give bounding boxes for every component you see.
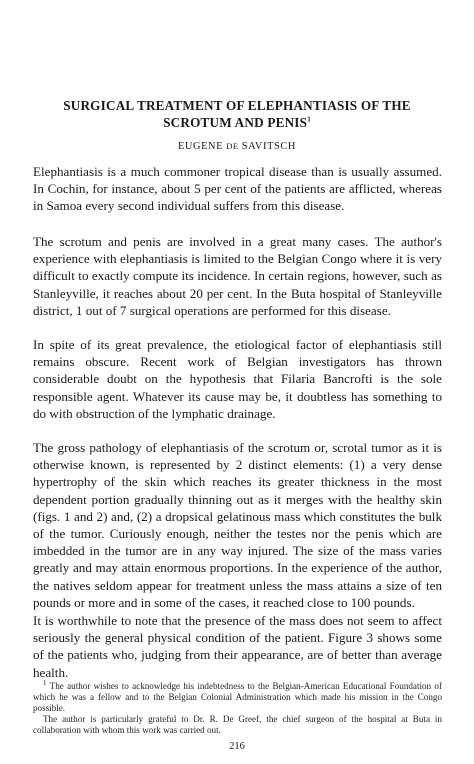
footnote-1-marker: 1 [43,678,47,687]
title-text-1: SURGICAL TREATMENT OF ELEPHANTIASIS OF THE [63,98,411,113]
article-title-line-1 [20,97,454,114]
paragraph-5: It is worthwhile to note that the presence of the mass does not seem to affect seriously the general physical condition of the patient. Figure 3 shows some of the patients who, judging from their appearance, are of better than average health. [33,613,442,680]
paragraph-2: The scrotum and penis are involved in a great many cases. The author's experience with elephantiasis is limited to the Belgian Congo where it is very difficult to exactly compute its incidence. In certain regions, however, such as Stanleyville, it reaches about 20 per cent. In the Buta hospital of Stanleyville district, 1 out of 7 surgical operations are performed for this disease. [33,234,442,318]
footnote-2 [33,714,442,736]
author-first-name: EUGENE [177,141,224,152]
author-last-name: SAVITSCH [241,141,297,152]
title-text-2: SCROTUM AND PENIS [163,115,308,130]
footnote-2-text: The author is particularly grateful to Dr. R. De Greef, the chief surgeon of the hospital at Buta in collaboration with whom this work was carried out. [33,714,442,736]
footnote-1-text: The author wishes to acknowledge his indebtedness to the Belgian-American Educational Foundation of which he was a fellow and to the Belgian Colonial Administration which made his mission in the Congo possible. [33,681,442,714]
paragraph-1: Elephantiasis is a much commoner tropical disease than is usually assumed. In Cochin, for instance, about 5 per cent of the patients are afflicted, whereas in Samoa every second individual suffers from this disease. [33,164,442,214]
article-title-line-2 [20,114,454,131]
author-byline [20,141,454,152]
author-name-particle: DE [226,141,239,151]
paragraph-4: The gross pathology of elephantiasis of the scrotum or, scrotal tumor as it is otherwise known, is represented by 2 distinct elements: (1) a very dense hypertrophy of the skin which reaches its greater thickness in the most dependent portion gradually thinning out as it merges with the healthy skin (figs. 1 and 2) and, (2) a dropsical gelatinous mass which constitutes the bulk of the tumor. Curiously enough, neither the testes nor the penis which are imbedded in the tumor are in any way injured. The size of the mass varies greatly and may attain enormous proportions. In the experience of the author, the natives seldom appear for treatment unless the mass attains a size of ten pounds or more and in some of the cases, it reached close to 100 pounds. [33,440,442,610]
paragraph-3: In spite of its great prevalence, the etiological factor of elephantiasis still remains obscure. Recent work of Belgian investigators has thrown considerable doubt on the hypothesis that Filaria Bancrofti is the sole responsible agent. Whatever its cause may be, it doubtless has something to do with obstruction of the lymphatic drainage. [33,337,442,421]
footnote-1 [33,678,442,715]
title-footnote-marker: 1 [307,115,311,124]
page-number: 216 [229,741,245,752]
